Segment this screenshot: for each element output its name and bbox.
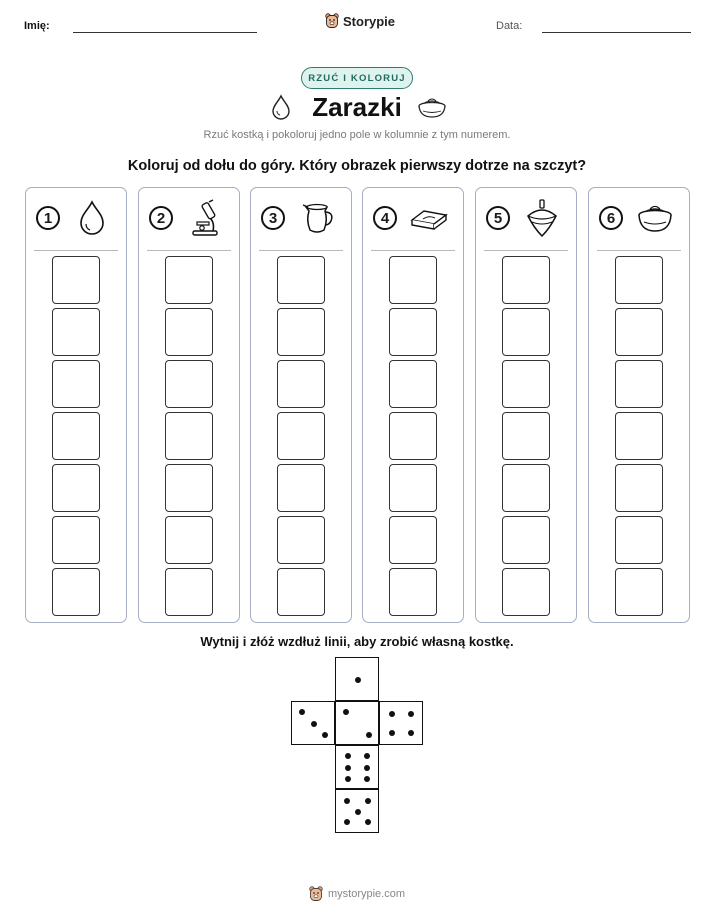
color-cell[interactable] (615, 464, 663, 512)
dice-face-6 (335, 745, 379, 789)
instruction: Koloruj od dołu do góry. Który obrazek pierwszy dotrze na szczyt? (127, 158, 587, 174)
column-divider (371, 250, 455, 251)
dice-pip (345, 765, 351, 771)
color-cell[interactable] (165, 516, 213, 564)
footer (0, 886, 714, 902)
dice-pip (389, 730, 395, 736)
dice-instruction: Wytnij i złóż wzdłuż linii, aby zrobić własną kostkę. (200, 634, 514, 649)
dice-pip (311, 721, 317, 727)
column-divider (34, 250, 118, 251)
bear-mascot-icon (309, 886, 323, 902)
color-cell[interactable] (502, 360, 550, 408)
dice-pip (364, 776, 370, 782)
color-cell[interactable] (277, 568, 325, 616)
column-4 (362, 187, 464, 623)
color-cell[interactable] (277, 256, 325, 304)
color-cell[interactable] (52, 568, 100, 616)
column-2 (138, 187, 240, 623)
dice-pip (366, 732, 372, 738)
dice-pip (322, 732, 328, 738)
color-cell[interactable] (615, 308, 663, 356)
color-cell[interactable] (52, 516, 100, 564)
color-cell[interactable] (389, 256, 437, 304)
color-cell[interactable] (389, 568, 437, 616)
date-line (542, 32, 691, 33)
color-cell[interactable] (165, 568, 213, 616)
color-cell[interactable] (502, 308, 550, 356)
color-cell[interactable] (615, 360, 663, 408)
color-cell[interactable] (502, 464, 550, 512)
color-cell[interactable] (52, 464, 100, 512)
color-cell[interactable] (389, 360, 437, 408)
dice-pip (389, 711, 395, 717)
page-title: Zarazki (312, 92, 402, 122)
column-5 (475, 187, 577, 623)
color-cell[interactable] (277, 360, 325, 408)
dice-pip (345, 776, 351, 782)
column-6 (588, 187, 690, 623)
column-header (363, 188, 463, 252)
spinning-top-icon (522, 198, 562, 238)
column-1 (25, 187, 127, 623)
dice-pip (343, 709, 349, 715)
pitcher-icon (297, 198, 337, 238)
color-cell[interactable] (165, 360, 213, 408)
color-cell[interactable] (52, 308, 100, 356)
column-divider (597, 250, 681, 251)
dice-face-5 (335, 789, 379, 833)
brand-name: Storypie (343, 13, 396, 29)
color-cell[interactable] (389, 464, 437, 512)
color-cell[interactable] (52, 256, 100, 304)
soap-bar-icon (409, 198, 449, 238)
color-cell[interactable] (52, 412, 100, 460)
column-3 (250, 187, 352, 623)
column-number: 6 (599, 206, 623, 230)
color-cell[interactable] (615, 256, 663, 304)
dice-face-4 (379, 701, 423, 745)
color-cell[interactable] (502, 516, 550, 564)
color-cell[interactable] (277, 516, 325, 564)
color-cell[interactable] (165, 308, 213, 356)
color-cell[interactable] (502, 568, 550, 616)
activity-badge: RZUĆ I KOLORUJ (301, 67, 413, 89)
dice-face-1 (335, 657, 379, 701)
dice-pip (345, 753, 351, 759)
color-cell[interactable] (277, 308, 325, 356)
dice-pip (408, 730, 414, 736)
color-cell[interactable] (277, 464, 325, 512)
column-header (251, 188, 351, 252)
microscope-icon (185, 198, 225, 238)
droplet-icon (72, 198, 112, 238)
column-header (476, 188, 576, 252)
color-cell[interactable] (389, 516, 437, 564)
color-cell[interactable] (389, 308, 437, 356)
cream-bowl-icon (635, 198, 675, 238)
color-cell[interactable] (615, 516, 663, 564)
subtitle: Rzuć kostką i pokoloruj jedno pole w kolumnie z tym numerem. (203, 129, 511, 141)
column-divider (259, 250, 343, 251)
color-cell[interactable] (165, 464, 213, 512)
dice-pip (365, 819, 371, 825)
color-cell[interactable] (615, 412, 663, 460)
column-divider (147, 250, 231, 251)
color-cell[interactable] (502, 412, 550, 460)
footer-url: mystorypie.com (327, 888, 406, 900)
color-cell[interactable] (52, 360, 100, 408)
brand-logo (325, 13, 395, 29)
dice-pip (344, 819, 350, 825)
name-line (73, 32, 257, 33)
color-cell[interactable] (165, 412, 213, 460)
dice-pip (365, 798, 371, 804)
date-label: Data: (496, 20, 523, 32)
dice-face-2 (335, 701, 379, 745)
column-divider (484, 250, 568, 251)
dice-pip (344, 798, 350, 804)
column-number: 5 (486, 206, 510, 230)
dice-pip (408, 711, 414, 717)
column-number: 1 (36, 206, 60, 230)
dice-pip (355, 677, 361, 683)
column-number: 4 (373, 206, 397, 230)
name-label: Imię: (24, 20, 50, 32)
dice-face-3 (291, 701, 335, 745)
color-cell[interactable] (615, 568, 663, 616)
column-header (139, 188, 239, 252)
column-header (589, 188, 689, 252)
column-number: 2 (149, 206, 173, 230)
cream-bowl-icon (416, 94, 448, 120)
dice-pip (355, 809, 361, 815)
color-cell[interactable] (502, 256, 550, 304)
color-cell[interactable] (389, 412, 437, 460)
column-number: 3 (261, 206, 285, 230)
color-cell[interactable] (277, 412, 325, 460)
dice-pip (364, 765, 370, 771)
bear-mascot-icon (325, 13, 339, 29)
dice-pip (299, 709, 305, 715)
column-header (26, 188, 126, 252)
dice-pip (364, 753, 370, 759)
color-cell[interactable] (165, 256, 213, 304)
